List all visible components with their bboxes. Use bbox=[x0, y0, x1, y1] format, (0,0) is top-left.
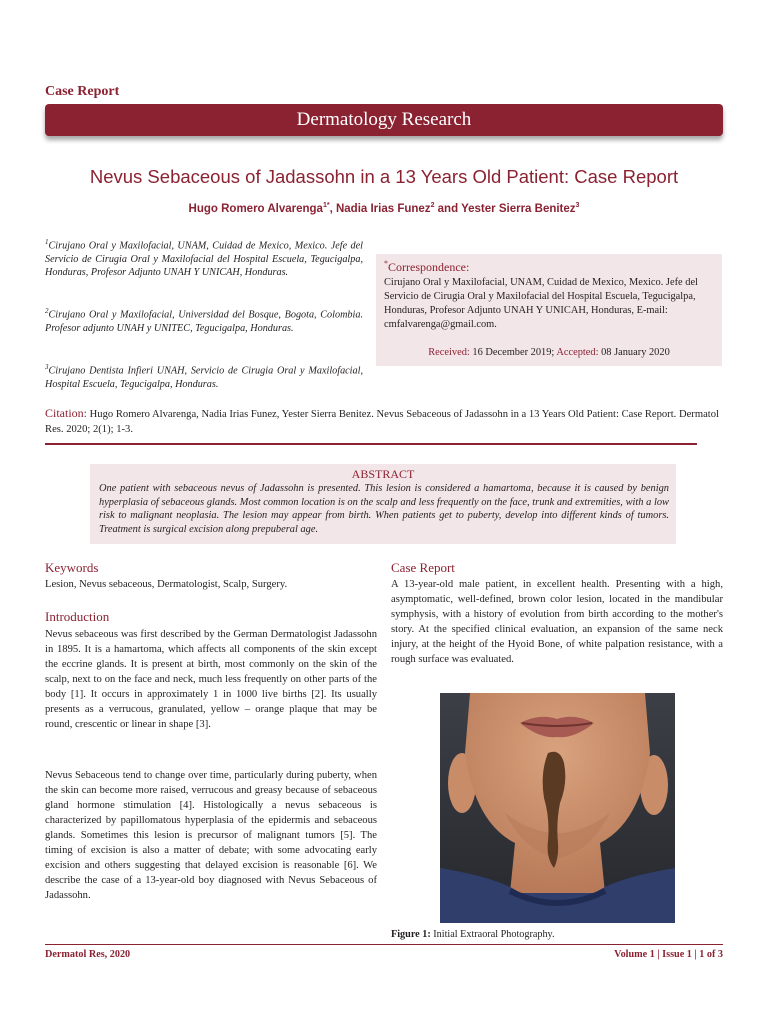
affiliation-3 bbox=[45, 361, 363, 391]
received-date: 16 December 2019; bbox=[469, 347, 557, 358]
affiliation-sup: 3 bbox=[45, 363, 49, 371]
patient-photo bbox=[440, 693, 675, 923]
affiliation-2 bbox=[45, 305, 363, 335]
author-2[interactable]: Nadia Irias Funez bbox=[335, 202, 431, 215]
introduction-paragraph-2: Nevus Sebaceous tend to change over time, particularly during puberty, when the skin can become more raised, verrucous and greasy because of sebaceous gland hormone stimulation [4]. Histologically a nevus sebaceous is characterized by papillomatous hyperplasia of the epidermis and sebaceous glands. Sometimes this lesion is precursor of malignant tumors [5]. The timing of excision is also a matter of debate; with some advocating early excision and others suggesting that delayed excision is reasonable [6]. We describe the case of a 13-year-old boy diagnosed with Nevus Sebaceous of Jadassohn. bbox=[45, 770, 377, 901]
author-separator: and bbox=[434, 202, 462, 215]
author-1-sup: 1* bbox=[322, 202, 330, 209]
abstract-heading: ABSTRACT bbox=[351, 467, 415, 481]
accepted-date: 08 January 2020 bbox=[598, 347, 670, 358]
author-3[interactable]: Yester Sierra Benitez bbox=[461, 202, 576, 215]
introduction-heading: Introduction bbox=[45, 609, 110, 624]
author-list bbox=[45, 202, 723, 215]
journal-banner bbox=[45, 104, 723, 136]
affiliation-text: Cirujano Dentista Infieri UNAH, Servicio de Cirugia Oral y Maxilofacial, Hospital Escuela, Tegucigalpa, Honduras. bbox=[45, 365, 363, 390]
author-separator: , bbox=[329, 202, 336, 215]
affiliation-text: Cirujano Oral y Maxilofacial, Universidad del Bosque, Bogota, Colombia. Profesor adjunto UNAH y UNITEC, Tegucigalpa, Honduras. bbox=[45, 309, 363, 334]
keywords-text: Lesion, Nevus sebaceous, Dermatologist, Scalp, Surgery. bbox=[45, 579, 288, 590]
section-divider bbox=[45, 443, 697, 445]
case-report-paragraph: A 13-year-old male patient, in excellent health. Presenting with a high, asymptomatic, well-defined, brown color lesion, located in the mandibular symphysis, with a history of evolution from birth according to the mother's story. At the specified clinical evaluation, an expansion of the same neck injury, at the height of the Hyoid Bone, of white palpation resistance, with a rough surface was evaluated. bbox=[391, 579, 723, 665]
figure-caption-text: Initial Extraoral Photography. bbox=[430, 929, 555, 940]
figure-caption bbox=[391, 929, 555, 940]
journal-name: Dermatology Research bbox=[296, 109, 472, 130]
affiliation-sup: 2 bbox=[45, 307, 49, 315]
case-report-heading: Case Report bbox=[391, 560, 455, 575]
citation bbox=[45, 406, 723, 437]
footer-journal: Dermatol Res, 2020 bbox=[45, 949, 131, 960]
affiliation-sup: 1 bbox=[45, 238, 49, 246]
footer-divider bbox=[45, 944, 723, 945]
affiliation-1 bbox=[45, 236, 363, 280]
affiliation-text: Cirujano Oral y Maxilofacial, UNAM, Cuidad de Mexico, Mexico. Jefe del Servicio de Cirugia Oral y Maxilofacial del Hospital Escuela, Tegucigalpa, Honduras, Profesor Adjunto UNAH Y UNICAH, Honduras. bbox=[45, 240, 363, 279]
introduction-paragraph-1: Nevus sebaceous was first described by the German Dermatologist Jadassohn in 1895. It is a hamartoma, which affects all components of the skin except the eccrine glands. It is present at birth, most commonly on the skin of the scalp, next to on the face and neck, much less frequently on other parts of the body [1]. It occurs in approximately 1 in 1000 live births [2]. Its usually presents as a verrucous, granulated, yellow – orange plaque that may be round, crescentic or linear in shape [3]. bbox=[45, 629, 377, 730]
received-label: Received: bbox=[428, 347, 470, 358]
dates-line bbox=[376, 347, 722, 358]
abstract-text: One patient with sebaceous nevus of Jadassohn is presented. This lesion is considered a hamartoma, because it is caused by benign hyperplasia of sebaceous glands. Most common location is on the scalp and less frequently on the face, trunk and extremities, with a low risk to malignant neoplasia. The lesion may appear from birth. When patients get to puberty, develop into different kinds of tumors. Treatment is surgical excision along prepuberal age. bbox=[99, 483, 669, 535]
citation-text: Hugo Romero Alvarenga, Nadia Irias Funez, Yester Sierra Benitez. Nevus Sebaceous of Jadassohn in a 13 Years Old Patient: Case Report. Dermatol Res. 2020; 2(1); 1-3. bbox=[45, 409, 719, 435]
citation-label: Citation: bbox=[45, 406, 87, 420]
keywords-heading: Keywords bbox=[45, 560, 99, 575]
correspondence-sup: * bbox=[384, 259, 388, 268]
figure-label: Figure 1: bbox=[391, 929, 431, 940]
author-1[interactable]: Hugo Romero Alvarenga bbox=[188, 202, 323, 215]
correspondence-address[interactable]: Cirujano Oral y Maxilofacial, UNAM, Cuidad de Mexico, Mexico. Jefe del Servicio de Cirugia Oral y Maxilofacial del Hospital Escuela, Tegucigalpa, Honduras, Profesor Adjunto UNAH Y UNICAH, Honduras, E-mail: cmfalvarenga@gmail.com. bbox=[384, 277, 698, 330]
article-title: Nevus Sebaceous of Jadassohn in a 13 Years Old Patient: Case Report bbox=[89, 166, 679, 187]
correspondence-box bbox=[376, 254, 722, 366]
correspondence-heading bbox=[384, 259, 469, 275]
author-2-sup: 2 bbox=[430, 202, 435, 209]
patient-photo-image bbox=[440, 693, 675, 923]
correspondence-heading-text: Correspondence: bbox=[388, 260, 470, 274]
author-3-sup: 3 bbox=[575, 202, 580, 209]
article-type-label: Case Report bbox=[45, 84, 120, 99]
accepted-label: Accepted: bbox=[556, 347, 599, 358]
abstract-box bbox=[90, 464, 676, 544]
footer-page-info: Volume 1 | Issue 1 | 1 of 3 bbox=[614, 949, 723, 960]
